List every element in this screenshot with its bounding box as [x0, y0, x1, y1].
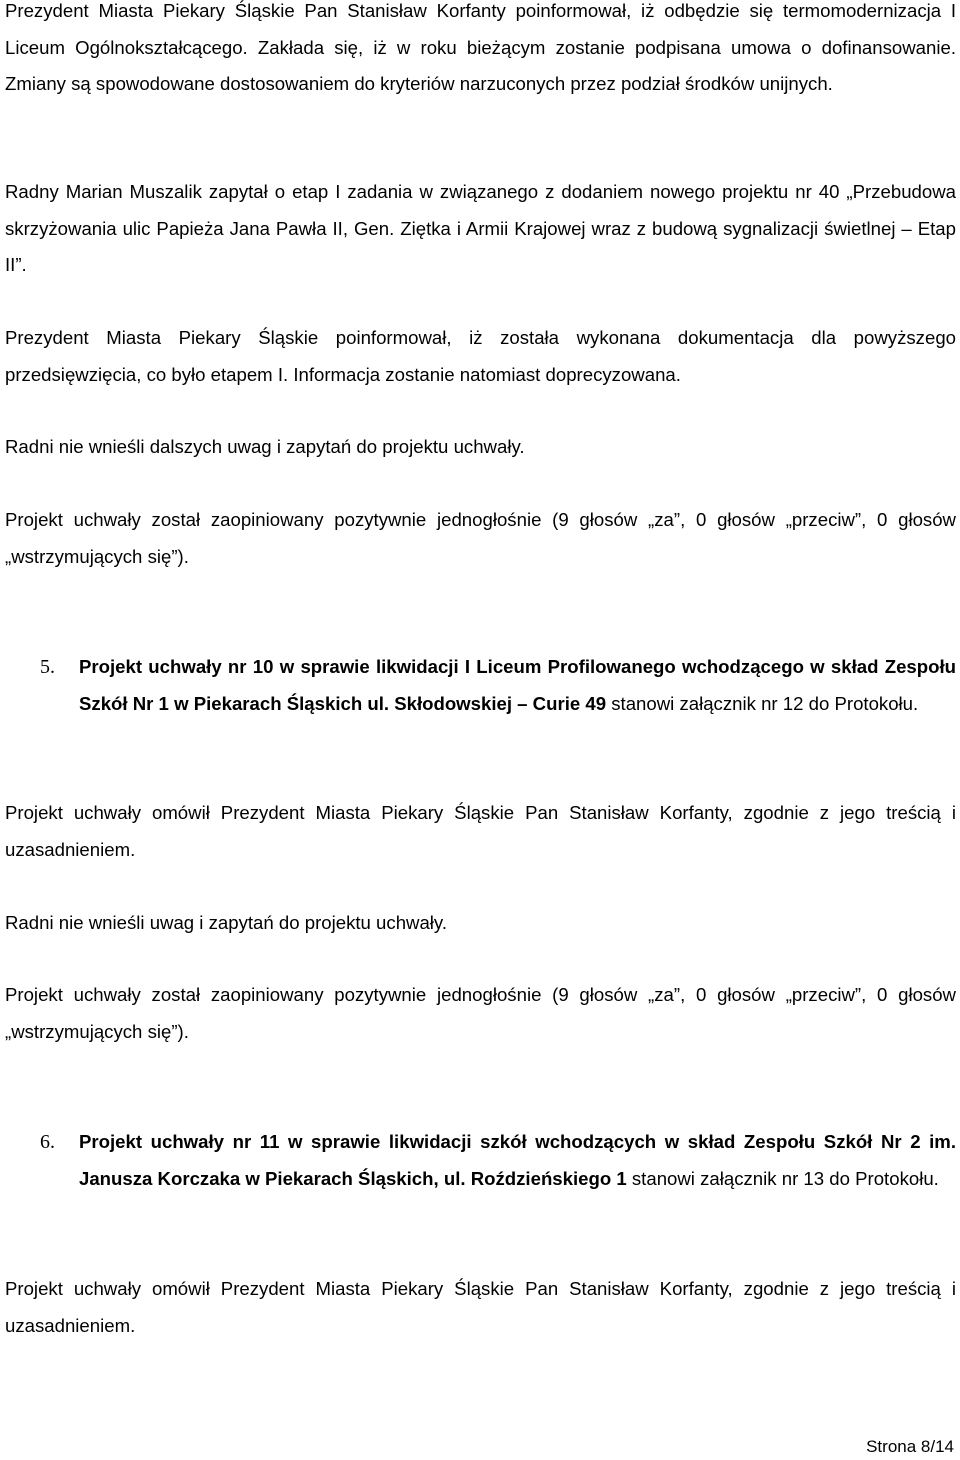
- paragraph-termomodernizacja: Prezydent Miasta Piekary Śląskie Pan Stanisław Korfanty poinformował, iż odbędzie się termomodernizacja I Liceum Ogólnokształcącego. Zakłada się, iż w roku bieżącym zostanie podpisana umowa o dofinansowanie. Zmiany są spowodowane dostosowaniem do kryteriów narzuconych przez podział środków unijnych.: [5, 0, 956, 94]
- agenda-item-text: [79, 649, 956, 722]
- agenda-item-number: 5.: [40, 656, 55, 678]
- paragraph-no-remarks: Radni nie wnieśli uwag i zapytań do projektu uchwały.: [5, 912, 448, 933]
- paragraph-vote-result-2: Projekt uchwały został zaopiniowany pozytywnie jednogłośnie (9 głosów „za”, 0 głosów „przeciw”, 0 głosów „wstrzymujących się”).: [5, 984, 956, 1042]
- agenda-item-title: Projekt uchwały nr 10 w sprawie likwidacji I Liceum Profilowanego wchodzącego w skład Zespołu Szkół Nr 1 w Piekarach Śląskich ul. Skłodowskiej – Curie 49: [79, 656, 956, 714]
- agenda-item-text: [79, 1124, 956, 1197]
- paragraph-vote-result-1: Projekt uchwały został zaopiniowany pozytywnie jednogłośnie (9 głosów „za”, 0 głosów „przeciw”, 0 głosów „wstrzymujących się”).: [5, 509, 956, 567]
- agenda-item-attachment-note: stanowi załącznik nr 12 do Protokołu.: [606, 692, 919, 714]
- agenda-item-attachment-note: stanowi załącznik nr 13 do Protokołu.: [626, 1167, 939, 1189]
- paragraph-no-further-remarks: Radni nie wnieśli dalszych uwag i zapytań do projektu uchwały.: [5, 436, 525, 457]
- page-number: Strona 8/14: [866, 1437, 954, 1456]
- paragraph-radny-question: Radny Marian Muszalik zapytał o etap I zadania w związanego z dodaniem nowego projektu nr 40 „Przebudowa skrzyżowania ulic Papieża Jana Pawła II, Gen. Ziętka i Armii Krajowej wraz z budową sygnalizacji świetlnej – Etap II”.: [5, 181, 956, 275]
- paragraph-prezydent-answer: Prezydent Miasta Piekary Śląskie poinformował, iż została wykonana dokumentacja dla powyższego przedsięwzięcia, co było etapem I. Informacja zostanie natomiast doprecyzowana.: [5, 327, 956, 385]
- paragraph-prezydent-discussed-2: Projekt uchwały omówił Prezydent Miasta Piekary Śląskie Pan Stanisław Korfanty, zgodnie z jego treścią i uzasadnieniem.: [5, 1278, 956, 1336]
- paragraph-prezydent-discussed-1: Projekt uchwały omówił Prezydent Miasta Piekary Śląskie Pan Stanisław Korfanty, zgodnie z jego treścią i uzasadnieniem.: [5, 802, 956, 860]
- agenda-item-title: Projekt uchwały nr 11 w sprawie likwidacji szkół wchodzących w skład Zespołu Szkół Nr 2 im. Janusza Korczaka w Piekarach Śląskich, ul. Roździeńskiego 1: [79, 1131, 956, 1189]
- agenda-item-number: 6.: [40, 1131, 55, 1153]
